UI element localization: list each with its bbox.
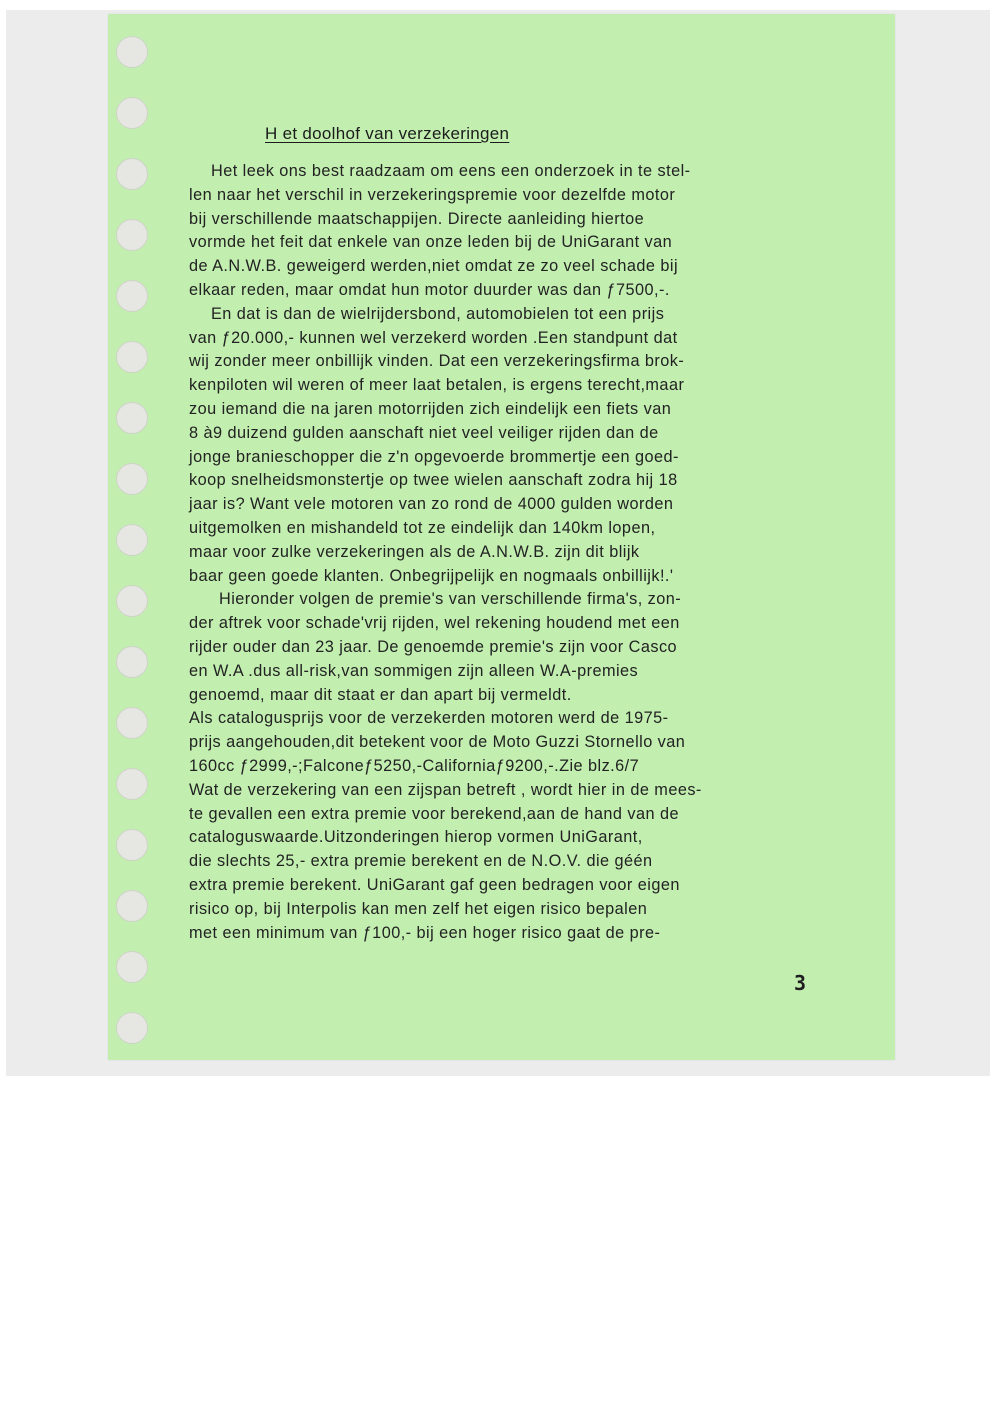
text-line: bij verschillende maatschappijen. Directe aanleiding hiertoe [189,209,645,228]
text-line: uitgemolken en mishandeld tot ze eindelijk dan 140km lopen, [189,518,656,537]
text-line: elkaar reden, maar omdat hun motor duurder was dan ƒ7500,-. [189,280,670,299]
text-line: len naar het verschil in verzekeringspremie voor dezelfde motor [189,185,676,204]
binder-hole-icon [116,158,148,190]
binder-hole-icon [116,341,148,373]
text-line: extra premie berekent. UniGarant gaf geen bedragen voor eigen [189,875,680,894]
text-line: Het leek ons best raadzaam om eens een onderzoek in te stel- [211,162,691,180]
binder-hole-icon [116,646,148,678]
article-body [189,160,849,945]
text-line: kenpiloten wil weren of meer laat betalen, is ergens terecht,maar [189,376,685,395]
text-line: te gevallen een extra premie voor berekend,aan de hand van de [189,804,679,823]
text-line: van ƒ20.000,- kunnen wel verzekerd worden .Een standpunt dat [189,328,678,347]
text-line: der aftrek voor schade'vrij rijden, wel rekening houdend met een [189,614,680,633]
binder-hole-icon [116,36,148,68]
binder-hole-icon [116,463,148,495]
binder-hole-icon [116,1012,148,1044]
text-line: genoemd, maar dit staat er dan apart bij vermeldt. [189,685,572,704]
article-title: H et doolhof van verzekeringen [265,124,510,143]
text-line: 8 à9 duizend gulden aanschaft niet veel veiliger rijden dan de [189,423,659,442]
binder-hole-icon [116,524,148,556]
text-line: die slechts 25,- extra premie berekent en de N.O.V. die géén [189,852,653,871]
binder-hole-icon [116,951,148,983]
text-line: zou iemand die na jaren motorrijden zich eindelijk een fiets van [189,399,672,418]
binder-holes [116,36,150,1046]
text-line: met een minimum van ƒ100,- bij een hoger risico gaat de pre- [189,923,661,942]
text-line: maar voor zulke verzekeringen als de A.N.W.B. zijn dit blijk [189,542,640,561]
page-number: 3 [794,971,807,995]
binder-hole-icon [116,768,148,800]
text-line: En dat is dan de wielrijdersbond, automobielen tot een prijs [211,304,665,323]
text-line: koop snelheidsmonstertje op twee wielen aanschaft zodra hij 18 [189,471,678,490]
binder-hole-icon [116,890,148,922]
text-line: Als catalogusprijs voor de verzekerden motoren werd de 1975- [189,709,669,728]
binder-hole-icon [116,219,148,251]
text-line: wij zonder meer onbillijk vinden. Dat een verzekeringsfirma brok- [189,352,685,371]
binder-hole-icon [116,402,148,434]
text-line: Wat de verzekering van een zijspan betreft , wordt hier in de mees- [189,780,702,799]
text-line: 160cc ƒ2999,-;Falconeƒ5250,-Californiaƒ9200,-.Zie blz.6/7 [189,756,640,775]
binder-hole-icon [116,707,148,739]
text-line: baar geen goede klanten. Onbegrijpelijk en nogmaals onbillijk!.' [189,566,674,585]
binder-hole-icon [116,585,148,617]
binder-hole-icon [116,97,148,129]
text-line: risico op, bij Interpolis kan men zelf het eigen risico bepalen [189,899,648,918]
text-line: en W.A .dus all-risk,van sommigen zijn alleen W.A-premies [189,661,639,680]
text-line: prijs aangehouden,dit betekent voor de Moto Guzzi Stornello van [189,733,686,752]
text-line: jaar is? Want vele motoren van zo rond de 4000 gulden worden [189,495,674,514]
binder-hole-icon [116,280,148,312]
text-line: cataloguswaarde.Uitzonderingen hierop vormen UniGarant, [189,828,643,847]
text-line: vormde het feit dat enkele van onze leden bij de UniGarant van [189,233,673,252]
text-line: jonge branieschopper die z'n opgevoerde brommertje een goed- [189,447,679,466]
text-line: de A.N.W.B. geweigerd werden,niet omdat ze zo veel schade bij [189,257,679,276]
binder-hole-icon [116,829,148,861]
text-line: Hieronder volgen de premie's van verschillende firma's, zon- [219,590,682,609]
text-line: rijder ouder dan 23 jaar. De genoemde premie's zijn voor Casco [189,637,678,656]
